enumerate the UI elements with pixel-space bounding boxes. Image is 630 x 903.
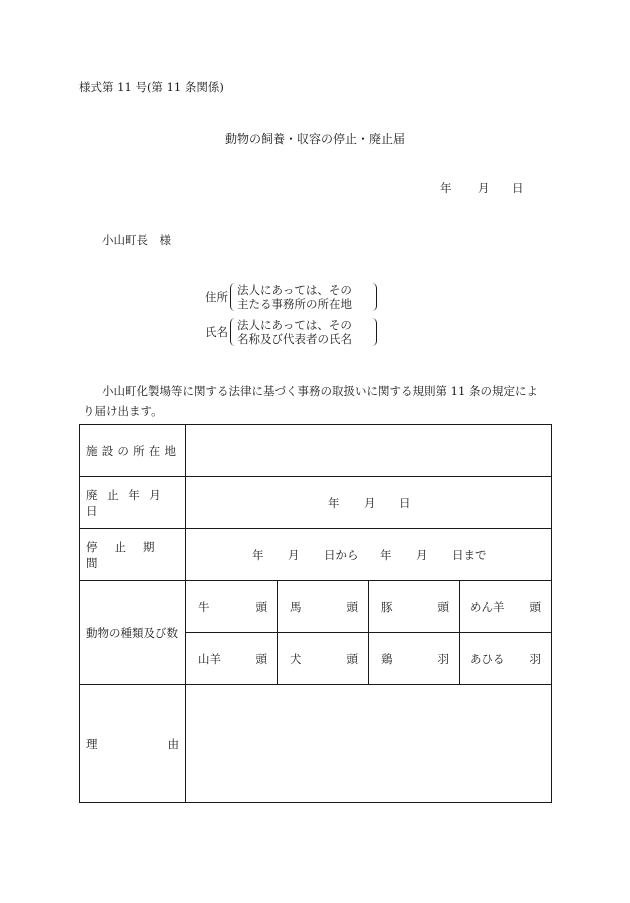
statement-line1: 小山町化製場等に関する法律に基づく事務の取扱いに関する規則第 11 条の規定によ [102, 384, 538, 398]
name-note-line1: 法人にあっては、その [237, 318, 352, 332]
animal-cell-cattle[interactable]: 牛 頭 [186, 581, 278, 633]
notification-table [79, 424, 552, 803]
suspension-from-year: 年 [252, 547, 264, 562]
suspension-period-field[interactable] [186, 529, 552, 581]
suspension-to-day: 日まで [452, 547, 487, 562]
reason-label [80, 685, 186, 803]
address-note-line1: 法人にあっては、その [237, 283, 352, 297]
animal-cell-duck[interactable]: あひる 羽 [460, 633, 552, 685]
address-note-line2: 主たる事務所の所在地 [237, 297, 352, 311]
date-day: 日 [512, 181, 524, 195]
facility-location-label: 施設の所在地 [80, 425, 186, 477]
animals-label: 動物の種類及び数 [80, 581, 186, 685]
suspension-from-day: 日から [324, 547, 359, 562]
date-year: 年 [440, 181, 452, 195]
name-label: 氏名 [205, 325, 228, 339]
suspension-to-month: 月 [416, 547, 428, 562]
suspension-to-year: 年 [380, 547, 392, 562]
reason-label-first: 理 [86, 736, 98, 751]
reason-field[interactable] [186, 685, 552, 803]
abolition-day: 日 [399, 495, 411, 510]
animal-cell-goat[interactable]: 山羊 頭 [186, 633, 278, 685]
animal-cell-horse[interactable]: 馬 頭 [278, 581, 369, 633]
suspension-from-month: 月 [288, 547, 300, 562]
addressee: 小山町長 様 [102, 233, 171, 247]
facility-location-field[interactable] [186, 425, 552, 477]
abolition-month: 月 [364, 495, 376, 510]
animal-cell-sheep[interactable]: めん羊 頭 [460, 581, 552, 633]
statement [83, 381, 563, 421]
abolition-date-label: 廃止年月日 [80, 477, 186, 529]
form-number: 様式第 11 号(第 11 条関係) [79, 80, 224, 94]
suspension-period-label: 停止期間 [80, 529, 186, 581]
animal-cell-pig[interactable]: 豚 頭 [369, 581, 460, 633]
document-title: 動物の飼養・収容の停止・廃止届 [224, 132, 405, 146]
reason-label-second: 由 [167, 736, 179, 751]
animal-cell-chicken[interactable]: 鶏 羽 [369, 633, 460, 685]
name-note-line2: 名称及び代表者の氏名 [237, 332, 352, 346]
statement-line2: り届け出ます。 [83, 404, 163, 418]
date-month: 月 [478, 181, 490, 195]
abolition-date-field[interactable] [186, 477, 552, 529]
animal-cell-dog[interactable]: 犬 頭 [278, 633, 369, 685]
abolition-year: 年 [328, 495, 340, 510]
address-label: 住所 [205, 290, 228, 304]
